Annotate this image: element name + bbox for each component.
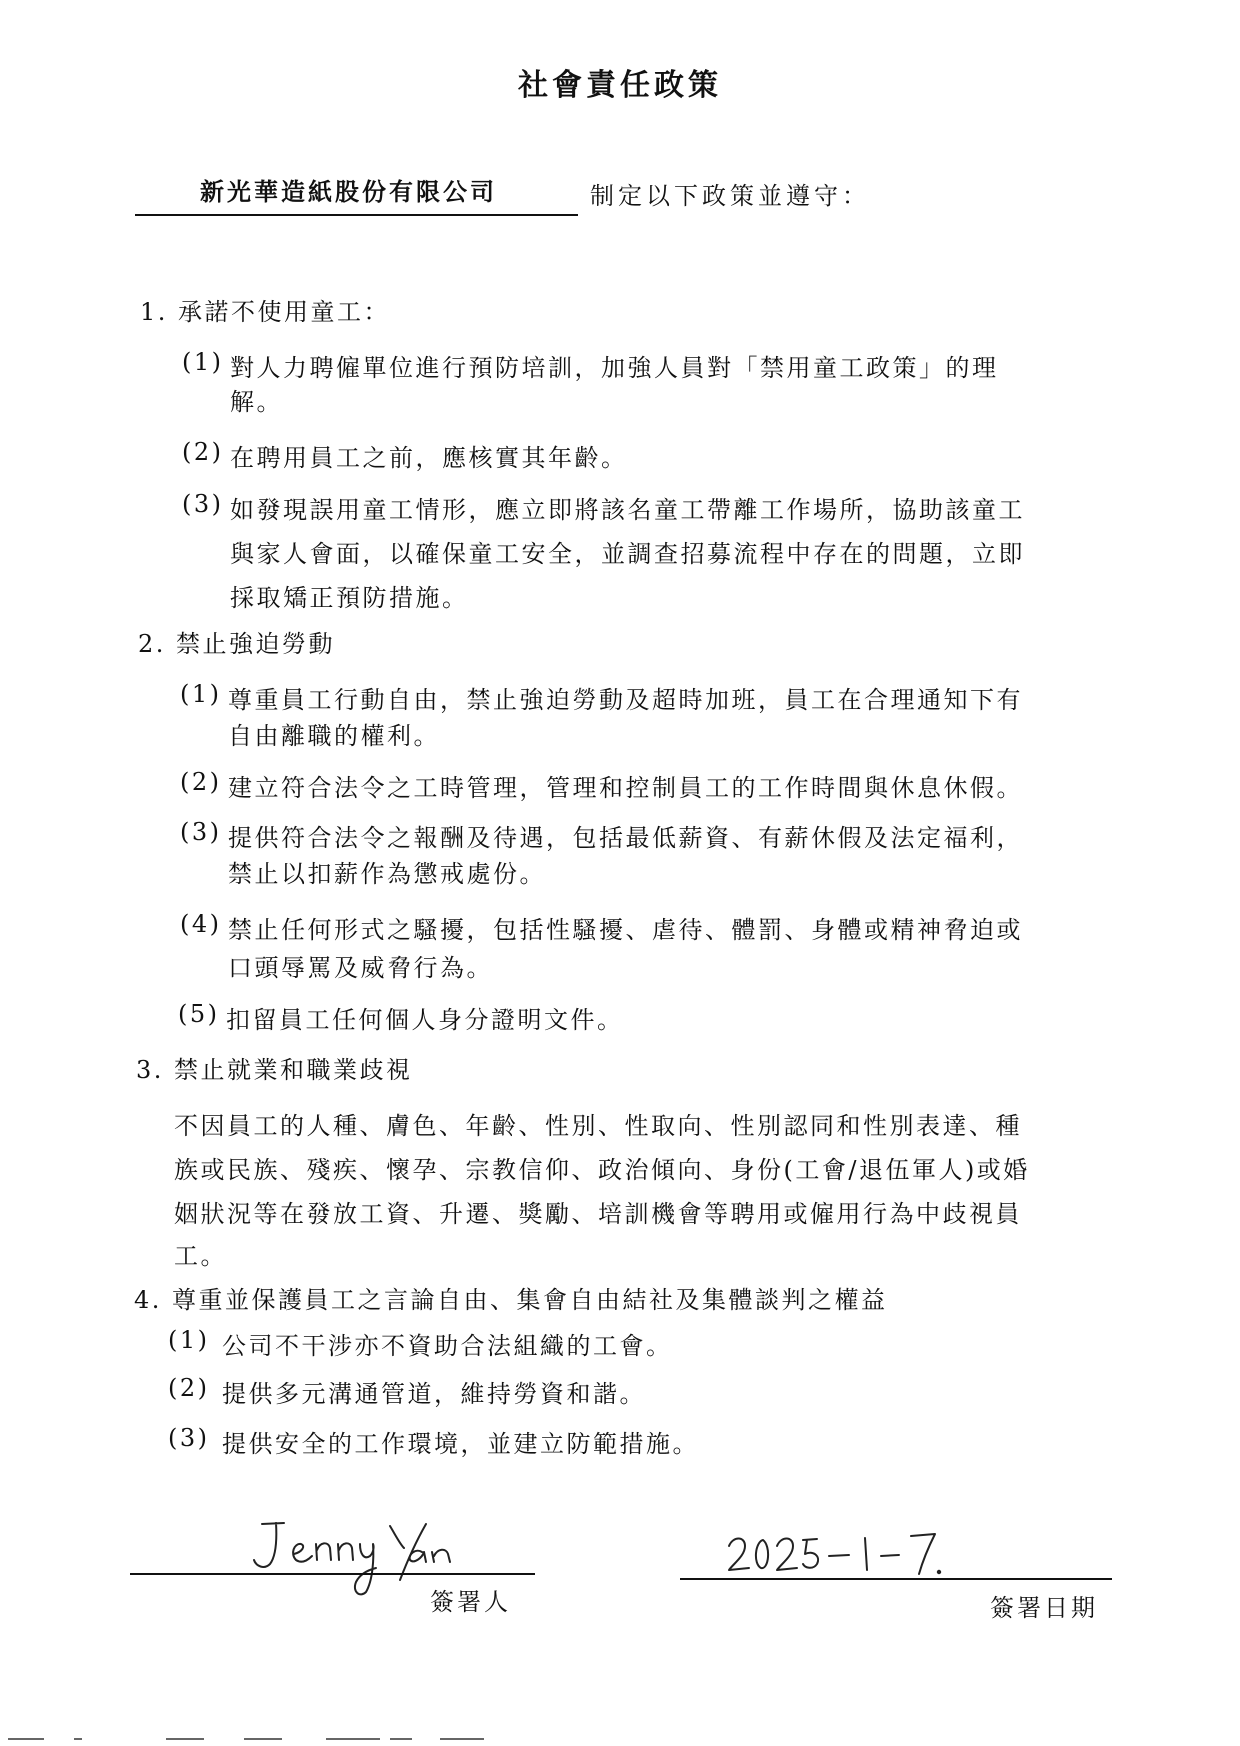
section-1-item-1-line-1: 對人力聘僱單位進行預防培訓，加強人員對「禁用童工政策」的理 bbox=[230, 354, 999, 382]
section-2-item-5-label: (5) bbox=[178, 1000, 220, 1028]
signer-label: 簽署人 bbox=[430, 1588, 511, 1616]
signer-line bbox=[130, 1573, 535, 1575]
section-2-item-3-label: (3) bbox=[180, 818, 222, 846]
scan-artifact-dash bbox=[244, 1738, 282, 1740]
section-2-item-5-line-1: 扣留員工任何個人身分證明文件。 bbox=[226, 1006, 624, 1034]
company-underline bbox=[135, 214, 578, 216]
section-2-item-1-line-1: 尊重員工行動自由，禁止強迫勞動及超時加班，員工在合理通知下有 bbox=[228, 686, 1023, 714]
section-2-item-4-line-2: 口頭辱罵及威脅行為。 bbox=[228, 954, 493, 982]
section-2-item-4-line-1: 禁止任何形式之騷擾，包括性騷擾、虐待、體罰、身體或精神脅迫或 bbox=[228, 916, 1023, 944]
section-1-heading: 1. 承諾不使用童工： bbox=[140, 298, 391, 326]
section-1-item-1-label: (1) bbox=[182, 348, 224, 376]
date-label: 簽署日期 bbox=[990, 1594, 1098, 1622]
section-3-heading: 3. 禁止就業和職業歧視 bbox=[136, 1056, 413, 1084]
section-2-item-3-line-2: 禁止以扣薪作為懲戒處份。 bbox=[228, 860, 546, 888]
scan-artifact-dash bbox=[326, 1738, 380, 1740]
section-4-item-3-line-1: 提供安全的工作環境，並建立防範措施。 bbox=[222, 1430, 699, 1458]
section-1-item-3-line-2: 與家人會面，以確保童工安全，並調查招募流程中存在的問題，立即 bbox=[230, 540, 1025, 568]
section-2-item-3-line-1: 提供符合法令之報酬及待遇，包括最低薪資、有薪休假及法定福利， bbox=[228, 824, 1023, 852]
section-2-item-1-label: (1) bbox=[180, 680, 222, 708]
section-4-item-2-line-1: 提供多元溝通管道，維持勞資和諧。 bbox=[222, 1380, 646, 1408]
company-name: 新光華造紙股份有限公司 bbox=[200, 177, 497, 206]
section-1-item-2-line-1: 在聘用員工之前，應核實其年齡。 bbox=[230, 444, 628, 472]
section-2-item-2-line-1: 建立符合法令之工時管理，管理和控制員工的工作時間與休息休假。 bbox=[228, 774, 1023, 802]
section-1-item-2-label: (2) bbox=[182, 438, 224, 466]
date-line bbox=[680, 1578, 1112, 1580]
section-3-paragraph-line-3: 姻狀況等在發放工資、升遷、獎勵、培訓機會等聘用或僱用行為中歧視員 bbox=[174, 1200, 1022, 1228]
section-2-item-2-label: (2) bbox=[180, 768, 222, 796]
section-1-item-3-label: (3) bbox=[182, 490, 224, 518]
handwritten-date bbox=[725, 1530, 955, 1582]
section-2-heading: 2. 禁止強迫勞動 bbox=[138, 630, 336, 658]
section-3-paragraph-line-1: 不因員工的人種、膚色、年齡、性別、性取向、性別認同和性別表達、種 bbox=[174, 1112, 1022, 1140]
section-4-item-2-label: (2) bbox=[168, 1374, 210, 1402]
scan-artifact-dash bbox=[8, 1738, 44, 1740]
scan-artifact-dash bbox=[166, 1738, 204, 1740]
scan-artifact-dash bbox=[390, 1738, 412, 1740]
section-4-heading: 4. 尊重並保護員工之言論自由、集會自由結社及集體談判之權益 bbox=[134, 1286, 888, 1314]
section-1-item-3-line-3: 採取矯正預防措施。 bbox=[230, 584, 469, 612]
preamble-text: 制定以下政策並遵守： bbox=[590, 182, 870, 210]
section-3-paragraph-line-2: 族或民族、殘疾、懷孕、宗教信仰、政治傾向、身份(工會/退伍軍人)或婚 bbox=[174, 1156, 1030, 1184]
section-4-item-3-label: (3) bbox=[168, 1424, 210, 1452]
section-4-item-1-line-1: 公司不干涉亦不資助合法組織的工會。 bbox=[222, 1332, 673, 1360]
page-title: 社會責任政策 bbox=[518, 68, 722, 103]
section-1-item-3-line-1: 如發現誤用童工情形，應立即將該名童工帶離工作場所，協助該童工 bbox=[230, 496, 1025, 524]
section-3-paragraph-line-4: 工。 bbox=[174, 1242, 227, 1270]
section-2-item-1-line-2: 自由離職的權利。 bbox=[228, 722, 440, 750]
section-2-item-4-label: (4) bbox=[180, 910, 222, 938]
scan-artifact-dash bbox=[440, 1738, 484, 1740]
scan-artifact-dash bbox=[74, 1738, 82, 1740]
section-1-item-1-line-2: 解。 bbox=[230, 388, 283, 416]
section-4-item-1-label: (1) bbox=[168, 1326, 210, 1354]
